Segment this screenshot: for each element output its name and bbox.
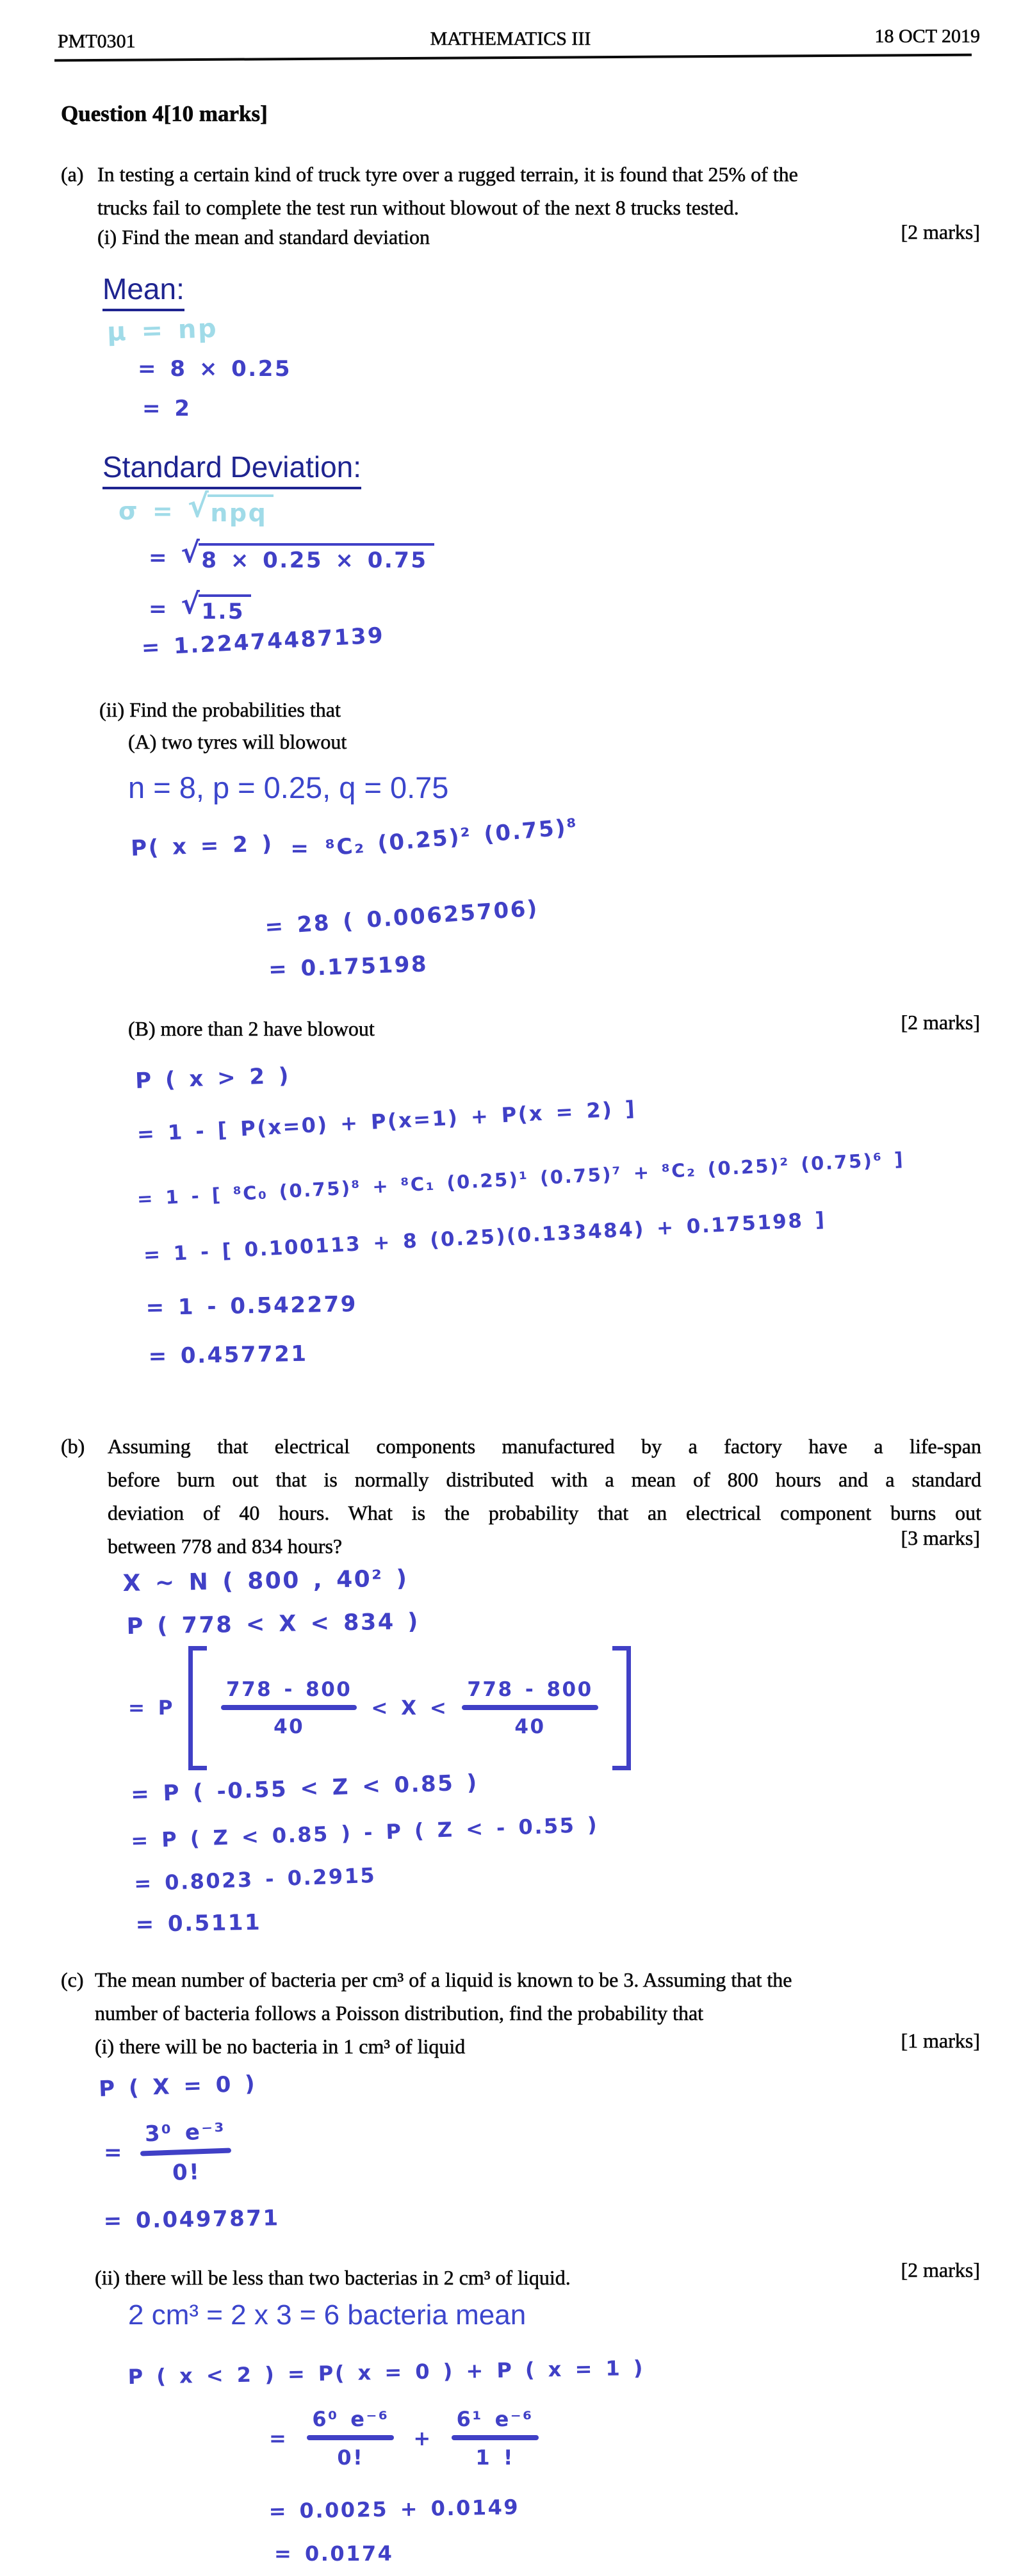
part-b-work-line-5: = 0.8023 - 0.2915: [133, 1863, 377, 1896]
part-b-frac-middle: < X <: [371, 1697, 448, 1720]
poisson-fraction-numerator: 3⁰ e⁻³: [144, 2118, 226, 2148]
part-b-text-line-1: Assuming that electrical components manufactured by a factory have a life-span: [108, 1435, 981, 1458]
part-c-ii-step-2: = 0.0174: [274, 2541, 394, 2566]
sd-step-2-radicand: 1.5: [199, 594, 251, 624]
part-c-sub-ii-prompt: (ii) there will be less than two bacterias in 2 cm³ of liquid.: [95, 2266, 571, 2289]
part-b-text-line-4: between 778 and 834 hours?: [108, 1535, 343, 1558]
sd-step-2-prefix: =: [149, 596, 168, 622]
left-bracket: [188, 1646, 207, 1770]
mean-formula: μ = np: [106, 313, 218, 347]
part-c-i-work-line-1: P ( X = 0 ): [98, 2071, 257, 2102]
poisson-mean-note: 2 cm³ = 2 x 3 = 6 bacteria mean: [128, 2299, 527, 2331]
sd-step-1-radicand: 8 × 0.25 × 0.75: [199, 543, 434, 573]
sd-formula-prefix: σ =: [118, 497, 175, 525]
poisson-fraction-x1: [452, 2407, 539, 2470]
fraction-bar: [221, 1705, 357, 1710]
part-b-label: (b): [61, 1435, 85, 1458]
mean-step-1: = 8 × 0.25: [138, 356, 292, 382]
mean-heading: Mean:: [102, 272, 184, 311]
sd-formula-radicand: npq: [208, 494, 274, 527]
part-a-text-line-1: In testing a certain kind of truck tyre over a rugged terrain, it is found that 25% of the: [97, 163, 798, 186]
header-course-code: PMT0301: [58, 31, 136, 52]
z-fraction-2-numerator: 778 - 800: [467, 1678, 593, 1701]
part-b-work-line-1: X ~ N ( 800 , 40² ): [122, 1565, 409, 1597]
radical-sign: √: [181, 537, 202, 569]
sd-step-2: [149, 588, 251, 624]
prob-more-than-2-line-3: = 1 - [ ⁸C₀ (0.75)⁸ + ⁸C₁ (0.25)¹ (0.75)⁷ + ⁸C₂ (0.25)² (0.75)⁶ ]: [136, 1148, 905, 1210]
part-b-text-line-2: before burn out that is normally distributed with a mean of 800 hours and a standard: [108, 1468, 981, 1491]
prob-x-equals-2-lhs: P( x = 2 ): [130, 831, 274, 861]
z-fraction-2-denominator: 40: [514, 1715, 546, 1738]
poisson-fraction: [139, 2119, 233, 2187]
part-c-sub-i-marks: [1 marks]: [901, 2029, 980, 2052]
part-b-work-line-6: = 0.5111: [135, 1909, 262, 1937]
equals-sign: =: [290, 836, 311, 861]
sd-step-3: = 1.22474487139: [140, 623, 386, 661]
poisson-fraction-x1-numerator: 6¹ e⁻⁶: [456, 2407, 534, 2431]
part-a-label: (a): [61, 163, 84, 186]
part-a-sub-ii-A-label: (A) two tyres will blowout: [128, 730, 347, 753]
part-a-text-line-2: trucks fail to complete the test run without blowout of the next 8 trucks tested.: [97, 196, 739, 219]
part-b-frac-prefix: = P: [128, 1697, 174, 1720]
poisson-fraction-denominator: 0!: [172, 2159, 202, 2186]
part-b-paragraph: [61, 1430, 983, 1563]
sd-step-1: [149, 537, 434, 573]
header-date: 18 OCT 2019: [874, 26, 980, 47]
part-b-text-line-3: deviation of 40 hours. What is the probability that an electrical component burns out: [108, 1501, 981, 1524]
part-b-work-line-2: P ( 778 < X < 834 ): [126, 1609, 420, 1640]
part-a-paragraph: [61, 158, 983, 224]
prob-x-equals-2-line: [130, 813, 580, 861]
part-c-label: (c): [61, 1968, 84, 1991]
sd-heading: Standard Deviation:: [102, 450, 361, 489]
prob-more-than-2-line-5: = 1 - 0.542279: [145, 1291, 358, 1321]
part-b-work-line-3: = P ( -0.55 < Z < 0.85 ): [130, 1770, 479, 1807]
part-b-marks: [3 marks]: [901, 1526, 980, 1549]
part-c-ii-frac-prefix: =: [269, 2426, 288, 2450]
part-a-sub-ii-B-label: (B) more than 2 have blowout: [128, 1017, 375, 1040]
prob-more-than-2-line-6: = 0.457721: [148, 1341, 308, 1369]
z-fraction-1-numerator: 778 - 800: [226, 1678, 352, 1701]
part-c-paragraph: [61, 1963, 983, 2063]
part-c-ii-work-line-1: P ( x < 2 ) = P( x = 0 ) + P ( x = 1 ): [127, 2355, 645, 2389]
prob-x-equals-2-rhs: ⁸C₂ (0.25)² (0.75)⁸: [324, 813, 580, 861]
part-b-work-line-4: = P ( Z < 0.85 ) - P ( Z < - 0.55 ): [130, 1812, 599, 1853]
part-c-i-fraction-line: [104, 2120, 231, 2185]
question-title: Question 4[10 marks]: [61, 101, 268, 126]
binomial-params: n = 8, p = 0.25, q = 0.75: [128, 770, 449, 804]
poisson-fraction-x0: [307, 2407, 394, 2470]
prob-more-than-2-line-4: = 1 - [ 0.100113 + 8 (0.25)(0.133484) + 0.175198 ]: [143, 1208, 827, 1267]
part-b-standardize-line: [128, 1646, 631, 1770]
part-a-sub-i-marks: [2 marks]: [901, 220, 980, 243]
part-c-text-line-2: number of bacteria follows a Poisson distribution, find the probability that: [95, 2001, 704, 2025]
mean-step-2: = 2: [142, 396, 192, 421]
fraction-bar: [462, 1705, 598, 1710]
fraction-bar: [452, 2435, 539, 2440]
radical-sign: √: [187, 487, 211, 525]
z-fraction-1: [221, 1678, 357, 1738]
poisson-fraction-x0-denominator: 0!: [337, 2445, 364, 2470]
prob-x2-step-1: = 28 ( 0.00625706): [264, 895, 540, 940]
part-a-sub-ii-B-marks: [2 marks]: [901, 1011, 980, 1034]
plus-sign: +: [413, 2426, 432, 2450]
sd-formula-radical: [187, 487, 274, 527]
header-rule: [54, 54, 972, 62]
right-bracket: [612, 1646, 631, 1770]
part-c-sub-i-prompt: (i) there will be no bacteria in 1 cm³ of liquid: [95, 2035, 466, 2058]
sd-step-1-radical: [181, 537, 434, 573]
part-a-sub-i-prompt: (i) Find the mean and standard deviation: [97, 225, 430, 249]
prob-more-than-2-line-2: = 1 - [ P(x=0) + P(x=1) + P(x = 2) ]: [136, 1096, 637, 1146]
z-fraction-2: [462, 1678, 598, 1738]
part-c-sub-ii-marks: [2 marks]: [901, 2258, 980, 2281]
sd-step-2-radical: [181, 588, 251, 624]
prob-x2-step-2: = 0.175198: [268, 951, 429, 982]
part-c-ii-fraction-line: [269, 2407, 539, 2470]
part-c-ii-step-1: = 0.0025 + 0.0149: [268, 2495, 520, 2523]
prob-more-than-2-line-1: P ( x > 2 ): [135, 1063, 291, 1094]
sd-step-1-prefix: =: [149, 545, 168, 571]
header-title: MATHEMATICS III: [430, 28, 591, 49]
part-c-i-frac-prefix: =: [104, 2140, 124, 2165]
part-c-i-result: = 0.0497871: [103, 2205, 280, 2234]
part-a-sub-ii-prompt: (ii) Find the probabilities that: [99, 698, 341, 721]
z-fraction-1-denominator: 40: [274, 1715, 305, 1738]
fraction-bar: [307, 2435, 394, 2440]
poisson-fraction-x0-numerator: 6⁰ e⁻⁶: [312, 2407, 389, 2431]
poisson-fraction-x1-denominator: 1 !: [475, 2445, 514, 2470]
sd-formula: [118, 487, 274, 527]
radical-sign: √: [181, 588, 202, 621]
part-c-text-line-1: The mean number of bacteria per cm³ of a liquid is known to be 3. Assuming that the: [95, 1968, 792, 1991]
